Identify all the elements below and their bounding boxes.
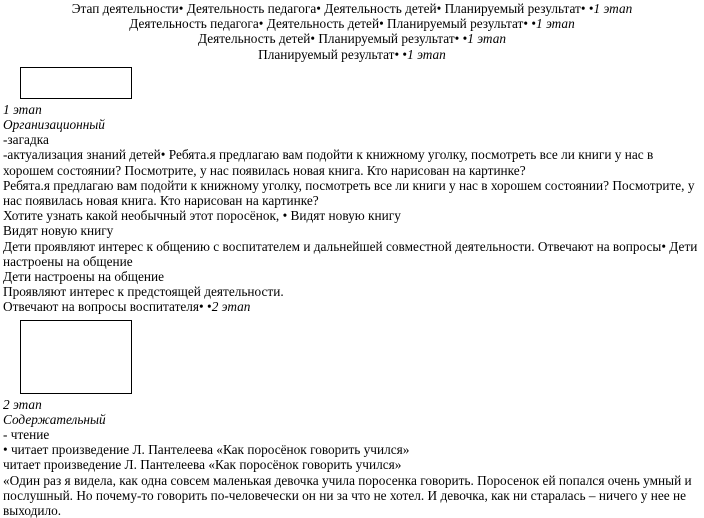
header-line-4: Планируемый результат• •1 этап: [258, 46, 446, 62]
stage-1-line: Ребята.я предлагаю вам подойти к книжному уголку, посмотреть все ли книги у нас в хорошем состоянии? Посмотрите, у нас появилась новая книга. Кто нарисован на картинке?: [3, 177, 695, 209]
stage-2-line: • читает произведение Л. Пантелеева «Как поросёнок говорить учился»: [3, 442, 410, 458]
stage-1-name: Организационный: [3, 117, 105, 133]
header-block: [3, 0, 701, 62]
stage-2-line: читает произведение Л. Пантелеева «Как поросёнок говорить учился»: [3, 457, 402, 473]
stage-1-last-line: Отвечают на вопросы воспитателя• •2 этап: [3, 299, 251, 315]
stage-1-line: -актуализация знаний детей• Ребята.я предлагаю вам подойти к книжному уголку, посмотреть все ли книги у нас в хорошем состоянии? Посмотрите, у нас появилась новая книга. Кто нарисован на картинке?: [3, 147, 654, 178]
stage-2-name: Содержательный: [3, 411, 106, 427]
stage-1-line: -загадка: [3, 132, 49, 148]
stage-2-line: «Один раз я видела, как одна совсем маленькая девочка учила поросенка говорить. Поросенок ей попался очень умный и послушный. Но почему-то говорить по-человечески он ни за что не хотел. И девочка, как ни старалась – ничего у нее не выходило.: [3, 472, 692, 518]
stage-1-line: Хотите узнать какой необычный этот поросёнок, • Видят новую книгу: [3, 208, 401, 224]
stage-2-label: 2 этап: [3, 396, 42, 412]
stage-1-label: 1 этап: [3, 101, 42, 117]
stage-1-line: Проявляют интерес к предстоящей деятельности.: [3, 284, 284, 300]
stage-1-line: Дети проявляют интерес к общению с воспитателем и дальнейшей совместной деятельности. Отвечают на вопросы• Дети настроены на общение: [3, 238, 698, 269]
header-line-3: Деятельность детей• Планируемый результат• •1 этап: [198, 31, 506, 47]
header-line-2: Деятельность педагога• Деятельность детей• Планируемый результат• •1 этап: [129, 16, 575, 32]
stage-2-line: - чтение: [3, 427, 50, 443]
stage-1-line: Видят новую книгу: [3, 223, 114, 239]
image-placeholder-box: [20, 320, 132, 394]
image-placeholder-box: [20, 67, 132, 99]
header-line-1: Этап деятельности• Деятельность педагога• Деятельность детей• Планируемый результат• •1 этап: [71, 1, 633, 16]
stage-1-line: Дети настроены на общение: [3, 269, 165, 285]
